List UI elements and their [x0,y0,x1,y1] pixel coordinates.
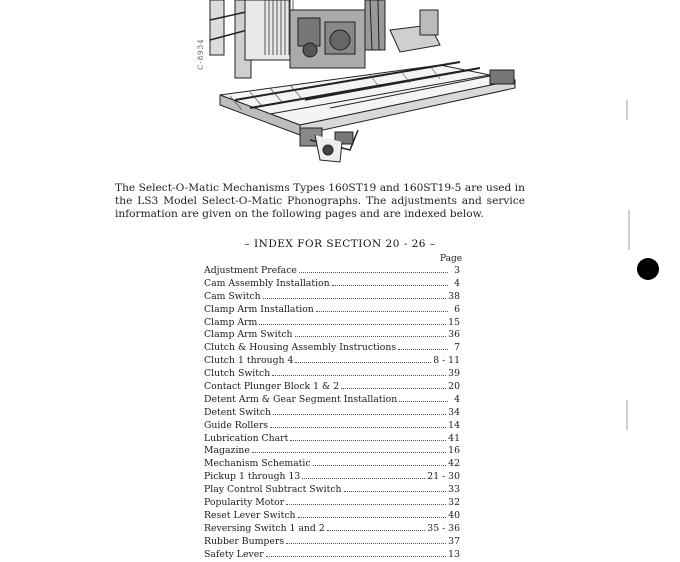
index-entry [204,548,460,561]
index-entry [204,303,460,316]
index-entry-page: 14 [448,419,460,431]
index-entry [204,483,460,496]
index-entry-label: Magazine [204,445,250,457]
index-entry-label: Reversing Switch 1 and 2 [204,522,325,534]
index-title: – INDEX FOR SECTION 20 - 26 – [244,238,436,250]
dot-leader [399,393,448,402]
dot-leader [332,277,448,286]
index-entry-label: Contact Plunger Block 1 & 2 [204,381,340,393]
dot-leader [327,522,426,531]
index-entry [204,535,460,548]
index-entry-label: Detent Arm & Gear Segment Installation [204,393,398,405]
index-entry-page: 4 [454,277,460,289]
index-entry-page: 33 [448,484,460,496]
index-entry [204,367,460,380]
dot-leader [344,483,447,492]
index-entry [204,341,460,354]
index-entry-label: Clutch Switch [204,368,271,380]
edge-mark [628,210,630,250]
index-entry [204,277,460,290]
index-entry [204,457,460,470]
index-entry-page: 38 [448,290,460,302]
edge-mark [626,400,628,430]
index-entry-page: 4 [454,393,460,405]
index-entry-page: 34 [448,406,460,418]
index-entry-page: 42 [448,458,460,470]
dot-leader [302,470,425,479]
index-entry-page: 35 - 36 [427,522,460,534]
index-entry [204,496,460,509]
dot-leader [316,303,448,312]
index-entry-page: 8 - 11 [433,355,460,367]
index-entry-label: Safety Lever [204,548,264,560]
index-entry [204,470,460,483]
index-entry-label: Mechanism Schematic [204,458,311,470]
dot-leader [298,509,447,518]
index-entry-page: 39 [448,368,460,380]
index-entry-label: Clamp Arm [204,316,258,328]
index-entry-label: Reset Lever Switch [204,509,296,521]
index-entry [204,393,460,406]
index-entry-page: 40 [448,509,460,521]
index-list [204,264,460,560]
index-entry-page: 3 [454,265,460,276]
index-entry-page: 15 [448,316,460,328]
index-entry-label: Clutch & Housing Assembly Instructions [204,342,397,354]
index-entry-page: 20 [448,381,460,393]
index-entry-page: 21 - 30 [427,471,460,483]
dot-leader [290,432,446,441]
index-entry-label: Cam Switch [204,290,261,302]
index-entry-label: Lubrication Chart [204,432,289,444]
index-entry [204,444,460,457]
index-entry-label: Clutch 1 through 4 [204,355,294,367]
index-entry-page: 13 [448,548,460,560]
index-entry-label: Popularity Motor [204,497,285,509]
dot-leader [286,535,446,544]
dot-leader [295,354,431,363]
index-entry-page: 16 [448,445,460,457]
binder-hole [637,258,659,280]
index-entry [204,509,460,522]
dot-leader [272,367,446,376]
index-entry-page: 7 [454,342,460,354]
index-entry-page: 6 [454,303,460,315]
index-entry-label: Clamp Arm Switch [204,329,293,341]
index-entry [204,432,460,445]
dot-leader [313,457,447,466]
dot-leader [295,328,447,337]
dot-leader [263,290,446,299]
page-column-label: Page [440,254,463,264]
figure-code: C-8934 [197,38,205,70]
index-entry-label: Rubber Bumpers [204,535,285,547]
index-entry-page: 41 [448,432,460,444]
index-entry [204,354,460,367]
dot-leader [259,316,446,325]
index-entry [204,290,460,303]
dot-leader [266,548,446,557]
dot-leader [286,496,446,505]
index-entry-label: Pickup 1 through 13 [204,471,301,483]
index-entry [204,419,460,432]
index-entry-label: Cam Assembly Installation [204,277,330,289]
edge-mark [626,100,628,120]
index-entry-label: Adjustment Preface [204,265,297,276]
dot-leader [398,341,448,350]
dot-leader [341,380,446,389]
dot-leader [252,444,446,453]
dot-leader [299,264,448,273]
index-entry [204,328,460,341]
index-entry [204,316,460,329]
index-entry-page: 32 [448,497,460,509]
index-entry-label: Guide Rollers [204,419,269,431]
index-entry [204,380,460,393]
index-entry [204,522,460,535]
dot-leader [270,419,446,428]
index-entry-label: Clamp Arm Installation [204,303,314,315]
intro-paragraph: The Select-O-Matic Mechanisms Types 160ST19 and 160ST19-5 are used in the LS3 Model Select-O-Matic Phonographs. The adjustments and service information are given on the following pages and are indexed below. [115,182,525,220]
index-entry [204,264,460,277]
index-entry-label: Detent Switch [204,406,272,418]
index-entry-label: Play Control Subtract Switch [204,484,342,496]
mechanism-illustration [190,0,530,170]
index-entry-page: 37 [448,535,460,547]
index-entry-page: 36 [448,329,460,341]
index-entry [204,406,460,419]
dot-leader [273,406,446,415]
